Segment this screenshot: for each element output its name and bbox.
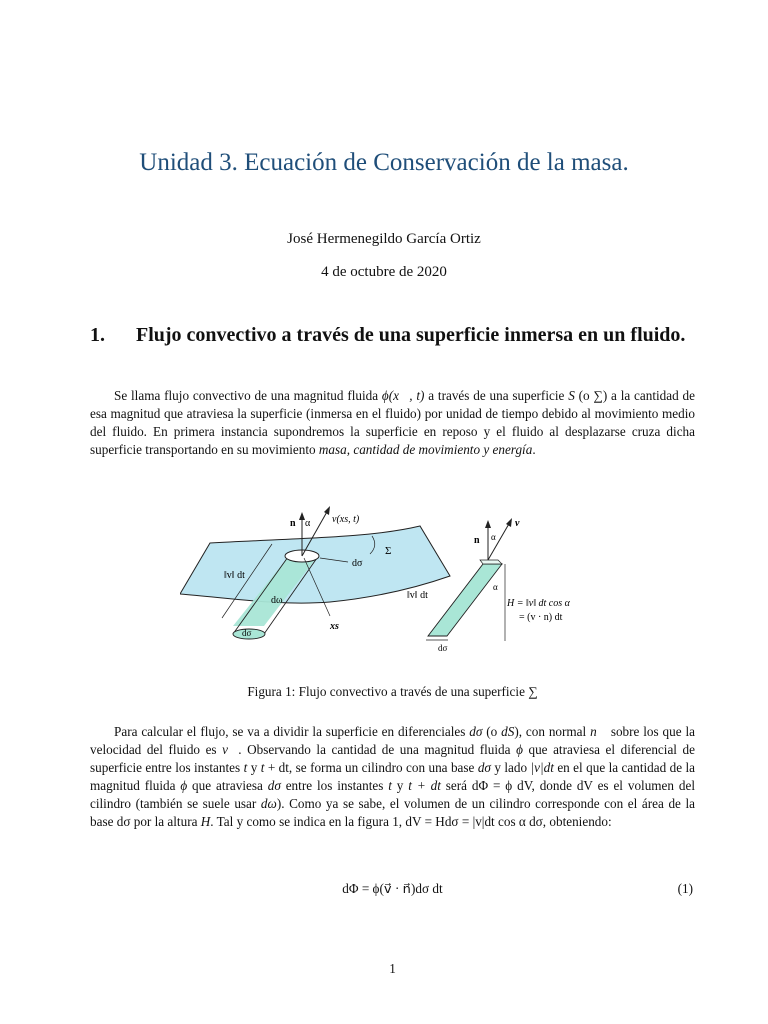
- text-run: será dΦ = ϕ dV, donde dV es el volumen del cilindro (también se suele usar: [90, 778, 695, 811]
- text-run: en el que la cantidad de la magnitud fluida: [90, 760, 696, 793]
- velocity-arrowhead-left: [324, 506, 330, 515]
- label-dsigma-right: dσ: [438, 643, 448, 653]
- label-v-dt-right: ‖v‖ dt: [407, 590, 428, 601]
- prism-top-face: [480, 560, 502, 564]
- text-run: + dt, se forma un cilindro con una base: [264, 760, 478, 775]
- emphasis-text: masa, cantidad de movimiento y energía: [318, 442, 533, 457]
- text-run: y: [391, 778, 409, 793]
- figure-caption: Figura 1: Flujo convectivo a través de una superficie ∑: [247, 684, 538, 699]
- math-run: t: [260, 760, 265, 775]
- text-run: entre los instantes: [280, 778, 389, 793]
- text-run: . Tal y como se indica en la figura 1, dV = Hdσ = |v|dt cos α dσ, obteniendo:: [210, 814, 612, 829]
- text-run: que atraviesa el diferencial de superficie entre los instantes: [90, 742, 695, 775]
- math-run: t + dt: [408, 778, 441, 793]
- label-alpha-right: α: [493, 582, 498, 592]
- page-number: 1: [389, 961, 396, 976]
- label-n-left: n: [290, 518, 296, 529]
- math-run: dσ: [267, 778, 281, 793]
- text-run: a través de una superficie: [424, 388, 569, 403]
- math-s: S: [568, 388, 575, 403]
- math-run: n⃗: [590, 724, 607, 739]
- math-run: ϕ: [516, 742, 523, 757]
- section-number: 1.: [90, 324, 105, 346]
- section-title: Flujo convectivo a través de una superficie inmersa en un fluido.: [136, 324, 686, 346]
- text-run: que atraviesa: [187, 778, 268, 793]
- math-run: dS: [501, 724, 515, 739]
- text-run: ). Como ya se sabe, el volumen de un cilindro corresponde con el área de la base dσ por la altura: [90, 796, 695, 829]
- label-xs: xs: [330, 621, 339, 632]
- math-run: t: [388, 778, 392, 793]
- math-run: |v|dt: [530, 760, 554, 775]
- velocity-arrowhead-right: [506, 518, 512, 527]
- label-h-formula: H = ‖v‖ dt cos α: [507, 598, 570, 609]
- math-run: dσ: [469, 724, 483, 739]
- label-dsigma-base: dσ: [242, 628, 252, 638]
- text-run: y lado: [490, 760, 531, 775]
- equation-number: (1): [677, 881, 693, 896]
- text-run: . Observando la cantidad de una magnitud fluida: [238, 742, 517, 757]
- math-run: ϕ: [180, 778, 188, 793]
- label-alpha-left: α: [305, 518, 311, 529]
- section-heading: [90, 322, 695, 348]
- document-title: Unidad 3. Ecuación de Conservación de la masa.: [139, 149, 629, 176]
- paragraph-flux-derivation: [90, 723, 695, 831]
- text-run: (o: [482, 724, 502, 739]
- figure-convective-flux: [180, 498, 600, 660]
- math-run: v⃗: [222, 742, 239, 757]
- text-run: y: [247, 760, 261, 775]
- label-domega: dω: [271, 595, 283, 606]
- author: José Hermenegildo García Ortiz: [287, 231, 481, 247]
- text-run: (o ∑) a la cantidad de esa magnitud que atraviesa la superficie (inmersa en el fluido) por unidad de tiempo debido al movimiento medio del fluido. En primera instancia supondremos la superficie en reposo y el fluido al desplazarse cruza dicha superficie transportando en su movimiento: [90, 388, 695, 457]
- paragraph-intro: [90, 387, 695, 459]
- text-run: .: [532, 442, 536, 457]
- label-dsigma-surface: dσ: [352, 558, 363, 569]
- label-alpha-right-top: α: [491, 532, 496, 542]
- text-run: sobre los que la velocidad del fluido es: [90, 724, 695, 757]
- label-v-right: v: [515, 518, 520, 529]
- text-run: Para calcular el flujo, se va a dividir la superficie en diferenciales: [114, 724, 470, 739]
- label-v-xs-t: v(xs, t): [332, 514, 360, 525]
- math-run: t: [243, 760, 248, 775]
- math-run: dσ: [477, 760, 491, 775]
- equation-body: dΦ = ϕ(v⃗ · n⃗)dσ dt: [342, 881, 443, 896]
- label-v-dt-left: ‖v‖ dt: [224, 570, 245, 581]
- label-sigma: Σ: [385, 545, 392, 557]
- math-run: H: [200, 814, 211, 829]
- label-n-right: n: [474, 535, 480, 546]
- normal-arrowhead-right: [485, 520, 491, 528]
- text-run: Se llama flujo convectivo de una magnitud fluida: [114, 388, 382, 403]
- date: 4 de octubre de 2020: [321, 264, 447, 280]
- math-phi-x-t: ϕ(x⃗, t): [381, 388, 425, 403]
- math-run: dω: [260, 796, 277, 811]
- label-h-formula-2: = (v · n) dt: [519, 612, 563, 623]
- text-run: ), con normal: [514, 724, 591, 739]
